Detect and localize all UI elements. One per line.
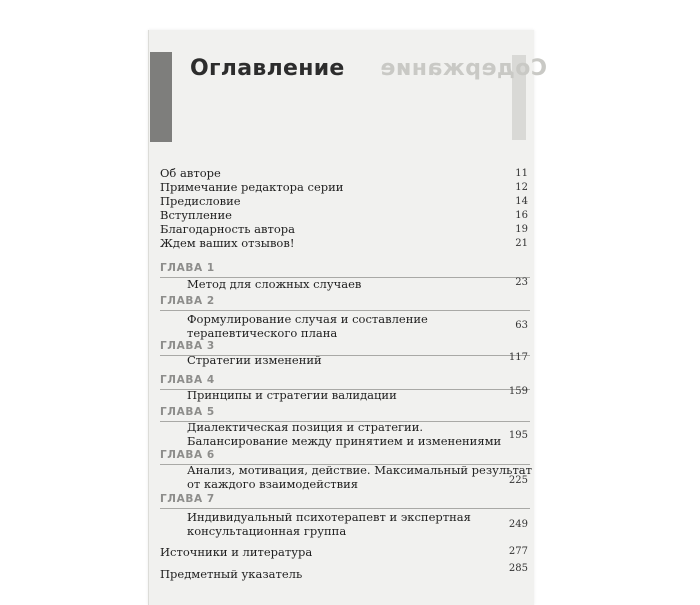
page-number: 23 bbox=[515, 277, 528, 288]
divider-rule bbox=[160, 508, 530, 509]
page-number: 16 bbox=[515, 210, 528, 221]
divider-rule bbox=[160, 310, 530, 311]
chapter-title-line: Анализ, мотивация, действие. Максимальный результат bbox=[187, 463, 533, 477]
page-number: 195 bbox=[508, 430, 528, 441]
page-title: Оглавление bbox=[190, 56, 345, 81]
page-number: 249 bbox=[508, 519, 528, 530]
page-number: 285 bbox=[508, 563, 528, 574]
chapter-label: ГЛАВА 7 bbox=[160, 493, 215, 505]
bleed-through-title: Содержание bbox=[380, 56, 547, 81]
toc-entry: Примечание редактора серии bbox=[160, 180, 344, 194]
chapter-title-line: Принципы и стратегии валидации bbox=[187, 388, 397, 402]
chapter-title-line: терапевтического плана bbox=[187, 326, 338, 340]
page-number: 277 bbox=[508, 546, 528, 557]
chapter-title-line: консультационная группа bbox=[187, 524, 347, 538]
toc-entry: Источники и литература bbox=[160, 545, 313, 559]
chapter-title-line: Формулирование случая и составление bbox=[187, 312, 428, 326]
page-number: 117 bbox=[508, 352, 528, 363]
chapter-title-line: от каждого взаимодействия bbox=[187, 477, 359, 491]
page-number: 225 bbox=[508, 475, 528, 486]
page-number: 12 bbox=[515, 182, 528, 193]
chapter-label: ГЛАВА 3 bbox=[160, 340, 215, 352]
chapter-label: ГЛАВА 2 bbox=[160, 295, 215, 307]
chapter-label: ГЛАВА 1 bbox=[160, 262, 215, 274]
chapter-label: ГЛАВА 4 bbox=[160, 374, 215, 386]
page-number: 19 bbox=[515, 224, 528, 235]
toc-entry: Вступление bbox=[160, 208, 232, 222]
page-number: 159 bbox=[508, 386, 528, 397]
chapter-title-line: Стратегии изменений bbox=[187, 353, 322, 367]
chapter-title-line: Индивидуальный психотерапевт и экспертная bbox=[187, 510, 471, 524]
toc-entry: Ждем ваших отзывов! bbox=[160, 236, 295, 250]
chapter-label: ГЛАВА 6 bbox=[160, 449, 215, 461]
page-number: 63 bbox=[515, 320, 528, 331]
chapter-title-line: Метод для сложных случаев bbox=[187, 277, 362, 291]
page-number: 14 bbox=[515, 196, 528, 207]
toc-entry: Благодарность автора bbox=[160, 222, 296, 236]
toc-entry: Предисловие bbox=[160, 194, 241, 208]
chapter-label: ГЛАВА 5 bbox=[160, 406, 215, 418]
page-number: 21 bbox=[515, 238, 528, 249]
page-number: 11 bbox=[515, 168, 528, 179]
toc-entry: Предметный указатель bbox=[160, 567, 303, 581]
chapter-title-line: Диалектическая позиция и стратегии. bbox=[187, 420, 424, 434]
chapter-title-line: Балансирование между принятием и изменениями bbox=[187, 434, 502, 448]
toc-entry: Об авторе bbox=[160, 166, 221, 180]
